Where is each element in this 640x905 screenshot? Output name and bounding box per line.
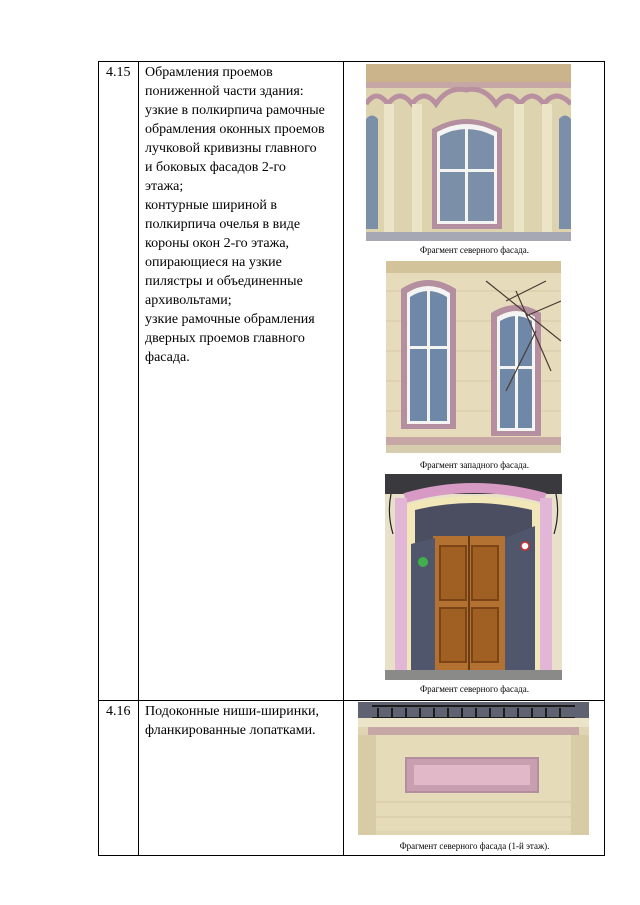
column-divider-2 [343, 62, 344, 855]
photo-north-facade-door [385, 474, 562, 680]
photo-window-niche [358, 702, 589, 835]
photo-caption: Фрагмент северного фасада. [420, 245, 529, 255]
attributes-table [98, 61, 605, 856]
photo-caption: Фрагмент северного фасада (1-й этаж). [399, 841, 550, 851]
photo-caption: Фрагмент северного фасада. [420, 684, 529, 694]
photo-north-facade-windows [366, 64, 571, 241]
row-description: Подоконные ниши-ширинки, фланкированные лопатками. [145, 704, 319, 738]
photo-west-facade-windows [386, 261, 561, 453]
row-divider [99, 700, 604, 701]
column-divider-1 [138, 62, 139, 855]
photo-caption: Фрагмент западного фасада. [420, 460, 529, 470]
row-number: 4.16 [106, 704, 131, 719]
row-description: Обрамления проемов пониженной части здания: узкие в полкирпича рамочные обрамления оконных проемов лучковой кривизны главного и боковых фасадов 2-го этажа; контурные шириной в полкирпича очелья в виде короны окон 2-го этажа, опирающиеся на узкие пилястры и объединенные архивольтами; узкие рамочные обрамления дверных проемов главного фасада. [145, 65, 325, 365]
row-number: 4.15 [106, 65, 131, 80]
